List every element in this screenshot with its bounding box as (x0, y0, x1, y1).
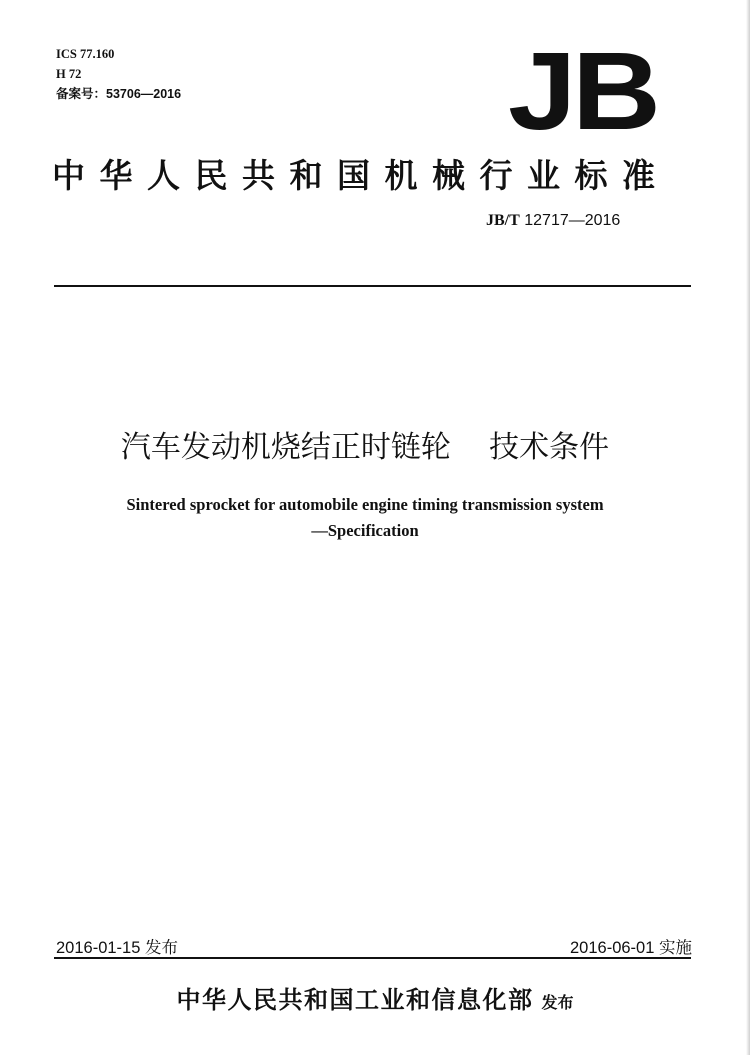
publisher-action: 发布 (541, 993, 574, 1012)
standard-code-prefix: JB/T (486, 212, 520, 229)
issue-date: 2016-01-15 发布 (56, 939, 178, 957)
publisher (0, 980, 750, 1015)
bottom-divider (54, 957, 691, 959)
top-divider (54, 285, 691, 287)
standard-category-title: 中华人民共和国机械行业标准 (52, 156, 670, 195)
implementation-date: 2016-06-01 实施 (570, 939, 692, 957)
ccs-code: H 72 (56, 67, 82, 81)
filing-record (56, 84, 181, 104)
filing-label: 备案号： (56, 87, 107, 101)
document-title-english (0, 492, 730, 544)
publisher-organization: 中华人民共和国工业和信息化部 (176, 986, 534, 1014)
standard-code-number: 12717—2016 (519, 212, 621, 229)
standard-code (486, 212, 620, 230)
filing-number: 53706—2016 (106, 87, 182, 101)
jb-logo: JB (508, 30, 657, 153)
english-title-line-1: Sintered sprocket for automobile engine timing transmission system (126, 495, 604, 514)
english-title-line-2: —Specification (311, 521, 419, 540)
classification-block (56, 44, 181, 104)
document-title-chinese: 汽车发动机烧结正时链轮 技术条件 (120, 430, 610, 465)
ics-code: ICS 77.160 (56, 47, 115, 61)
page-edge-shadow (746, 0, 750, 1055)
